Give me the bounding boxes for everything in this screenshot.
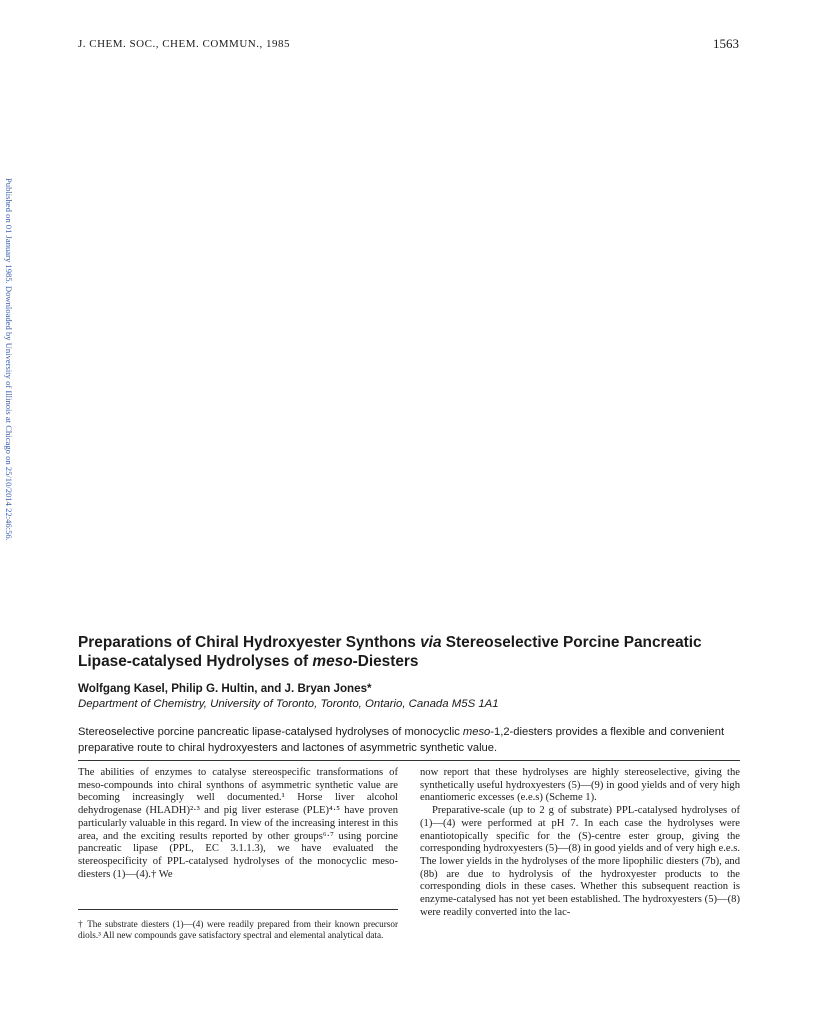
abstract-divider bbox=[78, 760, 740, 761]
article-title bbox=[78, 634, 758, 671]
footnote: † The substrate diesters (1)—(4) were readily prepared from their known precursor diols.³ All new compounds gave satisfactory spectral and elemental analytical data. bbox=[78, 919, 398, 940]
download-stamp bbox=[0, 178, 20, 638]
title-part-2: Stereoselective Porcine Pancreatic Lipase-catalysed Hydrolyses of bbox=[78, 634, 702, 670]
abstract-meso: meso bbox=[462, 726, 491, 738]
body-paragraph: now report that these hydrolyses are highly stereoselective, giving the synthetically useful hydroxyesters (5)—(9) in good yields and of very high enantiomeric excesses (e.e.s) (Scheme 1). bbox=[420, 767, 740, 804]
body-paragraph: Preparative-scale (up to 2 g of substrate) PPL-catalysed hydrolyses of (1)—(4) were performed at pH 7. In each case the hydrolyses were enantiotopically specific for the (S)-centre ester group, giving the corresponding hydroxyesters (5)—(8) in good yields and of very high e.e.s. The lower yields in the hydrolyses of the more lipophilic diesters (7b), and (8b) are due to hydrolysis of the hydroxyester products to the corresponding diols in these cases. Whether this subsequent reaction is enzyme-catalysed has not yet been established. The hydroxyesters (5)—(8) were readily converted into the lac- bbox=[420, 805, 740, 918]
body-paragraph: The abilities of enzymes to catalyse stereospecific transformations of meso-compounds into chiral synthons of asymmetric synthetic value are becoming increasingly well documented.¹ Horse liver alcohol dehydrogenase (HLADH)²·³ and pig liver esterase (PLE)⁴·⁵ have proven particularly valuable in this regard. In view of the increasing interest in this area, and the exciting results reported by other groups⁶·⁷ using porcine pancreatic lipase (PPL, EC 3.1.1.3), we have evaluated the stereospecificity of PPL-catalysed hydrolyses of the monocyclic meso-diesters (1)—(4).† We bbox=[78, 767, 398, 880]
title-part-1: Preparations of Chiral Hydroxyester Synthons bbox=[78, 634, 421, 651]
affiliation: Department of Chemistry, University of Toronto, Toronto, Ontario, Canada M5S 1A1 bbox=[78, 698, 499, 710]
body-column-right bbox=[420, 767, 740, 919]
title-part-3: -Diesters bbox=[352, 652, 419, 670]
authors: Wolfgang Kasel, Philip G. Hultin, and J. Bryan Jones* bbox=[78, 682, 372, 695]
page-number: 1563 bbox=[713, 36, 739, 51]
running-head: J. CHEM. SOC., CHEM. COMMUN., 1985 bbox=[78, 38, 290, 50]
footnote-divider bbox=[78, 909, 398, 910]
title-meso: meso bbox=[312, 652, 353, 670]
title-via: via bbox=[420, 634, 442, 651]
abstract-part-2: -1,2-diesters provides a flexible and convenient preparative route to chiral hydroxyesters and lactones of asymmetric synthetic value. bbox=[78, 726, 725, 754]
body-column-left bbox=[78, 767, 398, 881]
download-stamp-text: Published on 01 January 1985. Downloaded by University of Illinois at Chicago on 25/10/2014 22:46:56. bbox=[4, 178, 14, 541]
abstract-part-1: Stereoselective porcine pancreatic lipase-catalysed hydrolyses of monocyclic bbox=[78, 726, 463, 738]
abstract bbox=[78, 725, 738, 756]
